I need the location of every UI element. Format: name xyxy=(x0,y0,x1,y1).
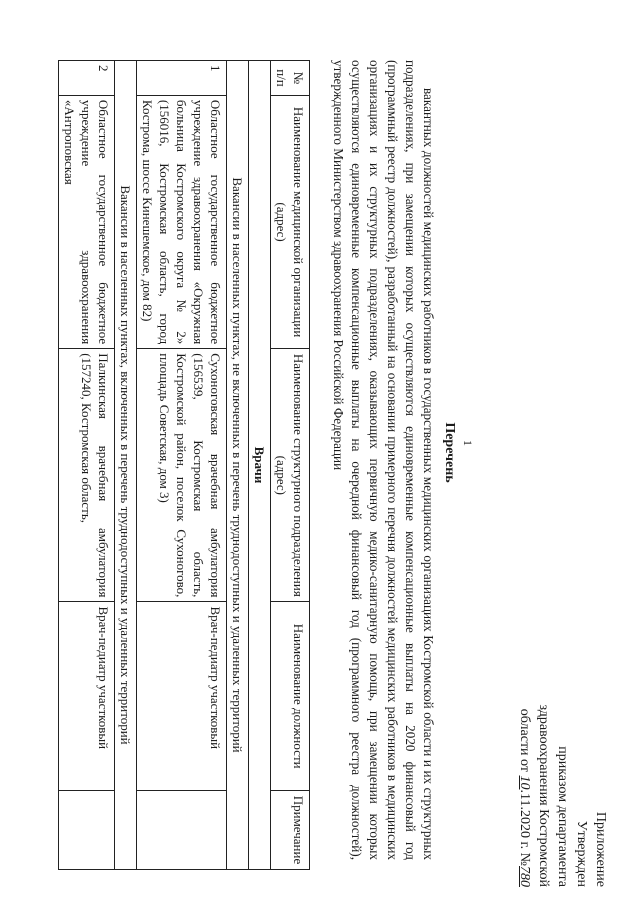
cell-num: 2 xyxy=(59,61,115,96)
cell-position: Врач-педиатр участковый xyxy=(59,602,115,791)
intro-paragraph: вакантных должностей медицинских работников в государственных медицинских организациях Костромской области и их структурных подразделениях, при замещении которых осуществляются единовременные компенсационные выплаты на 2020 финансовый год (программный реестр должностей), разработанный на основании примерного перечня должностей медицинских работников в медицинских организациях и их структурных подразделениях, оказывающих первичную медико-санитарную помощь, при замещении которых осуществляются единовременные компенсационные выплаты на очередной финансовый год (программного реестра должностей), утвержденного Министерством здравоохранения Российской Федерации xyxy=(331,60,436,860)
cell-position: Врач-педиатр участковый xyxy=(137,602,227,791)
cell-unit: Сухоноговская врачебная амбулатория (156539, Костромская область, Костромской район, поселок Сухоногово, площадь Советская, дом 3) xyxy=(137,349,227,602)
section-label: Вакансии в населенных пунктах, не включенных в перечень труднодоступных и удаленных территорий xyxy=(227,61,249,870)
section-row xyxy=(115,61,137,870)
cell-org: Областное государственное бюджетное учреждение здравоохранения «Антроповская xyxy=(59,95,115,348)
approval-line: Утвержден xyxy=(574,820,589,887)
approval-day: 10 xyxy=(517,775,532,790)
table-row xyxy=(137,61,227,870)
approval-line: Приложение xyxy=(593,811,608,887)
table-header-row xyxy=(271,61,310,870)
approval-line: здравоохранения Костромской xyxy=(536,704,551,887)
table-row xyxy=(59,61,115,870)
cell-num: 1 xyxy=(137,61,227,96)
cell-note xyxy=(137,790,227,869)
header-org: Наименование медицинской организации (адрес) xyxy=(271,95,310,348)
vacancy-table xyxy=(58,60,310,870)
cell-unit: Палкинская врачебная амбулатория (157240, Костромская область, xyxy=(59,349,115,602)
approval-prefix: области от xyxy=(517,708,532,772)
cell-org: Областное государственное бюджетное учреждение здравоохранения «Окружная больница Костромского округа № 2» (156016, Костромская область, город Кострома, шоссе Кинешемское, дом 82) xyxy=(137,95,227,348)
approval-block xyxy=(515,597,610,887)
approval-line: приказом департамента xyxy=(555,746,570,887)
header-position: Наименование должности xyxy=(271,602,310,791)
header-num: № п/п xyxy=(271,61,310,96)
section-label: Вакансии в населенных пунктах, включенных в перечень труднодоступных и удаленных территорий xyxy=(115,61,137,870)
category-row xyxy=(249,61,271,870)
document-title: Перечень xyxy=(442,422,457,483)
section-row xyxy=(227,61,249,870)
approval-date-line xyxy=(515,597,534,887)
approval-date-rest: .11.2020 г. № xyxy=(517,789,532,866)
page-number: 1 xyxy=(461,440,475,446)
header-note: Примечание xyxy=(271,790,310,869)
category-label: Врачи xyxy=(249,61,271,870)
approval-number: 780 xyxy=(517,866,532,887)
header-unit: Наименование структурного подразделения (адрес) xyxy=(271,349,310,602)
cell-note xyxy=(59,790,115,869)
